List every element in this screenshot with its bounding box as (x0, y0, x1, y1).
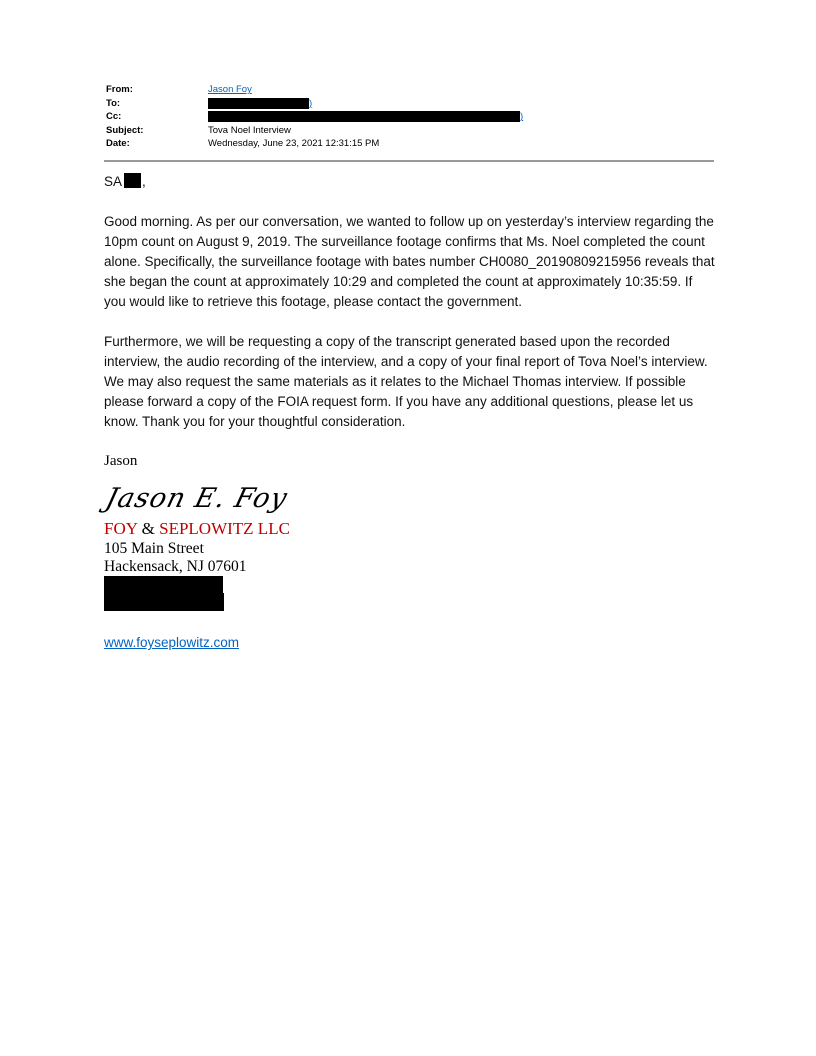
closing-name: Jason (104, 453, 138, 469)
to-suffix: ) (309, 97, 313, 109)
cc-link[interactable] (208, 110, 523, 124)
cc-redaction (208, 111, 520, 122)
body-paragraph-2: Furthermore, we will be requesting a copy of the transcript generated based upon the recorded interview, the audio recording of the interview, and a copy of your final report of Tova Noel’s interview. We may also request the same materials as it relates to the Michael Thomas interview. If possible please forward a copy of the FOIA request form. If you have any additional questions, please let us know. Thank you for your thoughtful consideration. (104, 334, 708, 429)
from-link[interactable]: Jason Foy (208, 84, 252, 95)
date-label: Date: (106, 138, 130, 150)
email-header (106, 83, 714, 151)
address-line-2: Hackensack, NJ 07601 (104, 558, 247, 575)
date-value: Wednesday, June 23, 2021 12:31:15 PM (208, 138, 380, 150)
from-label: From: (106, 84, 133, 95)
address-line-1: 105 Main Street (104, 540, 204, 557)
salutation (104, 172, 716, 192)
to-row (106, 97, 714, 111)
body-paragraph-1: Good morning. As per our conversation, we wanted to follow up on yesterday’s interview regarding the 10pm count on August 9, 2019. The surveillance footage confirms that Ms. Noel completed the count alone. Specifically, the surveillance footage with bates number CH0080_20190809215956 reveals that she began the count at approximately 10:29 and completed the count at approximately 10:35:59. If you would like to retrieve this footage, please contact the government. (104, 214, 715, 309)
to-label: To: (106, 97, 121, 109)
salutation-suffix: , (142, 174, 146, 189)
contact-redaction-2 (104, 593, 224, 611)
cc-suffix: ) (520, 111, 524, 123)
cc-label: Cc: (106, 111, 122, 123)
contact-redaction-1 (104, 576, 223, 593)
firm-address (104, 540, 246, 576)
handwritten-signature: Jason E. Foy (102, 483, 291, 514)
subject-row (106, 124, 714, 138)
salutation-redaction (124, 173, 141, 188)
cc-row (106, 110, 714, 124)
firm-name-part1: FOY (104, 519, 138, 538)
date-row (106, 137, 714, 151)
to-redaction (208, 98, 309, 109)
subject-label: Subject: (106, 124, 144, 136)
to-link[interactable] (208, 97, 312, 111)
firm-name (104, 519, 290, 539)
header-divider (104, 160, 714, 162)
firm-name-part2: SEPLOWITZ LLC (159, 519, 290, 538)
from-row (106, 83, 714, 97)
firm-ampersand: & (137, 519, 160, 538)
website-link[interactable]: www.foyseplowitz.com (104, 635, 240, 650)
salutation-prefix: SA (104, 174, 123, 189)
subject-value: Tova Noel Interview (208, 124, 291, 136)
